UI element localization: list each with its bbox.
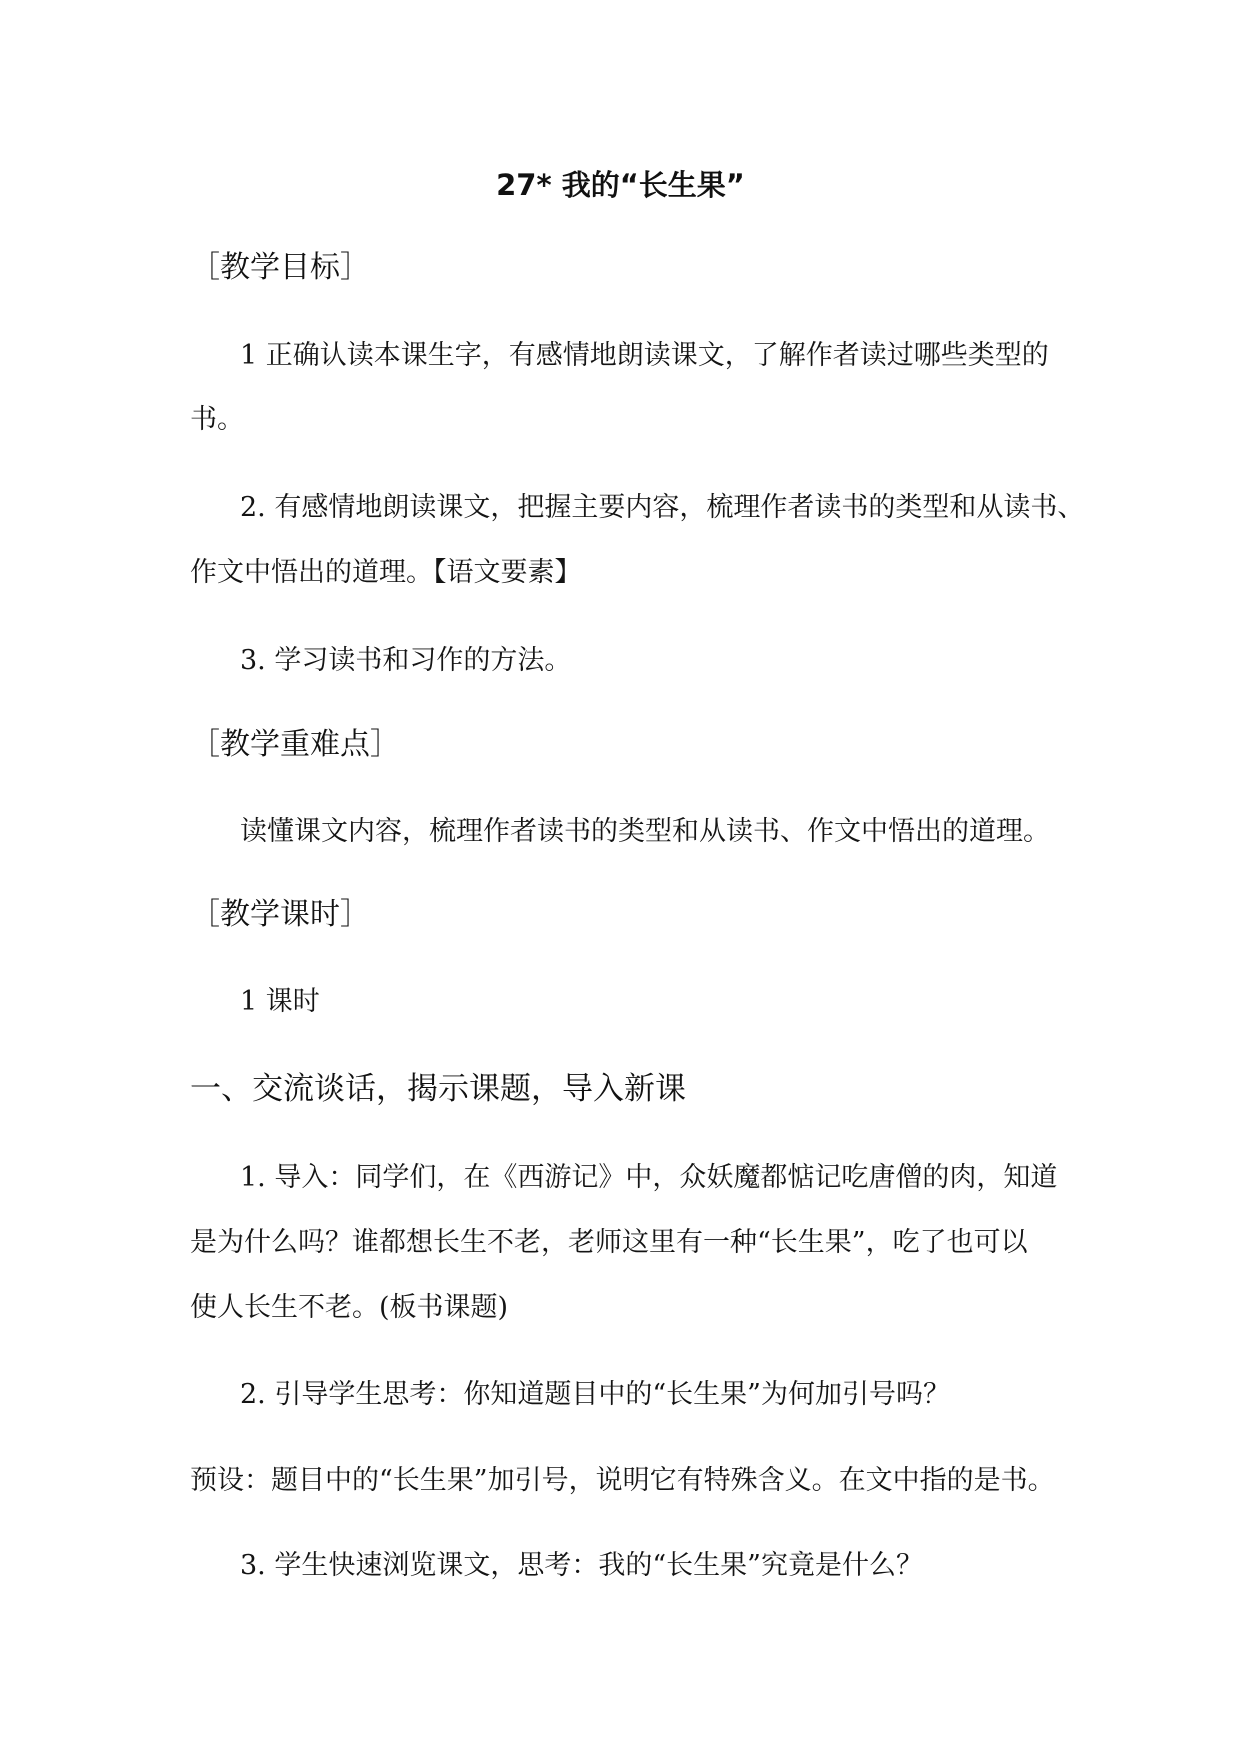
section-1-paragraph-3: 3. 学生快速浏览课文，思考：我的“长生果”究竟是什么？ [240,1550,923,1581]
key-points-text: 读懂课文内容，梳理作者读书的类型和从读书、作文中悟出的道理。 [240,816,1050,847]
heading-key-points: ［教学重难点］ [190,727,400,762]
section-1-paragraph-1-line-2: 是为什么吗？谁都想长生不老，老师这里有一种“长生果”，吃了也可以 [190,1227,1028,1258]
section-1-title: 一、交流谈话，揭示课题，导入新课 [190,1071,686,1107]
section-1-paragraph-2-answer: 预设：题目中的“长生果”加引号，说明它有特殊含义。在文中指的是书。 [190,1465,1055,1496]
objective-2-line-1: 2. 有感情地朗读课文，把握主要内容，梳理作者读书的类型和从读书、 [240,492,1085,523]
section-1-paragraph-1-line-3: 使人长生不老。(板书课题) [190,1292,509,1323]
objective-2-line-2: 作文中悟出的道理。【语文要素】 [190,557,582,588]
objective-1-line-1: 1 正确认读本课生字，有感情地朗读课文，了解作者读过哪些类型的 [240,340,1049,371]
section-1-paragraph-1-line-1: 1. 导入：同学们，在《西游记》中，众妖魔都惦记吃唐僧的肉，知道 [240,1162,1058,1193]
heading-periods: ［教学课时］ [190,897,370,932]
periods-text: 1 课时 [240,986,320,1017]
document-title: 27* 我的“长生果” [496,168,745,202]
heading-objectives: ［教学目标］ [190,250,370,285]
section-1-paragraph-2: 2. 引导学生思考：你知道题目中的“长生果”为何加引号吗？ [240,1379,950,1410]
objective-3: 3. 学习读书和习作的方法。 [240,645,572,676]
objective-1-line-2: 书。 [190,404,244,435]
